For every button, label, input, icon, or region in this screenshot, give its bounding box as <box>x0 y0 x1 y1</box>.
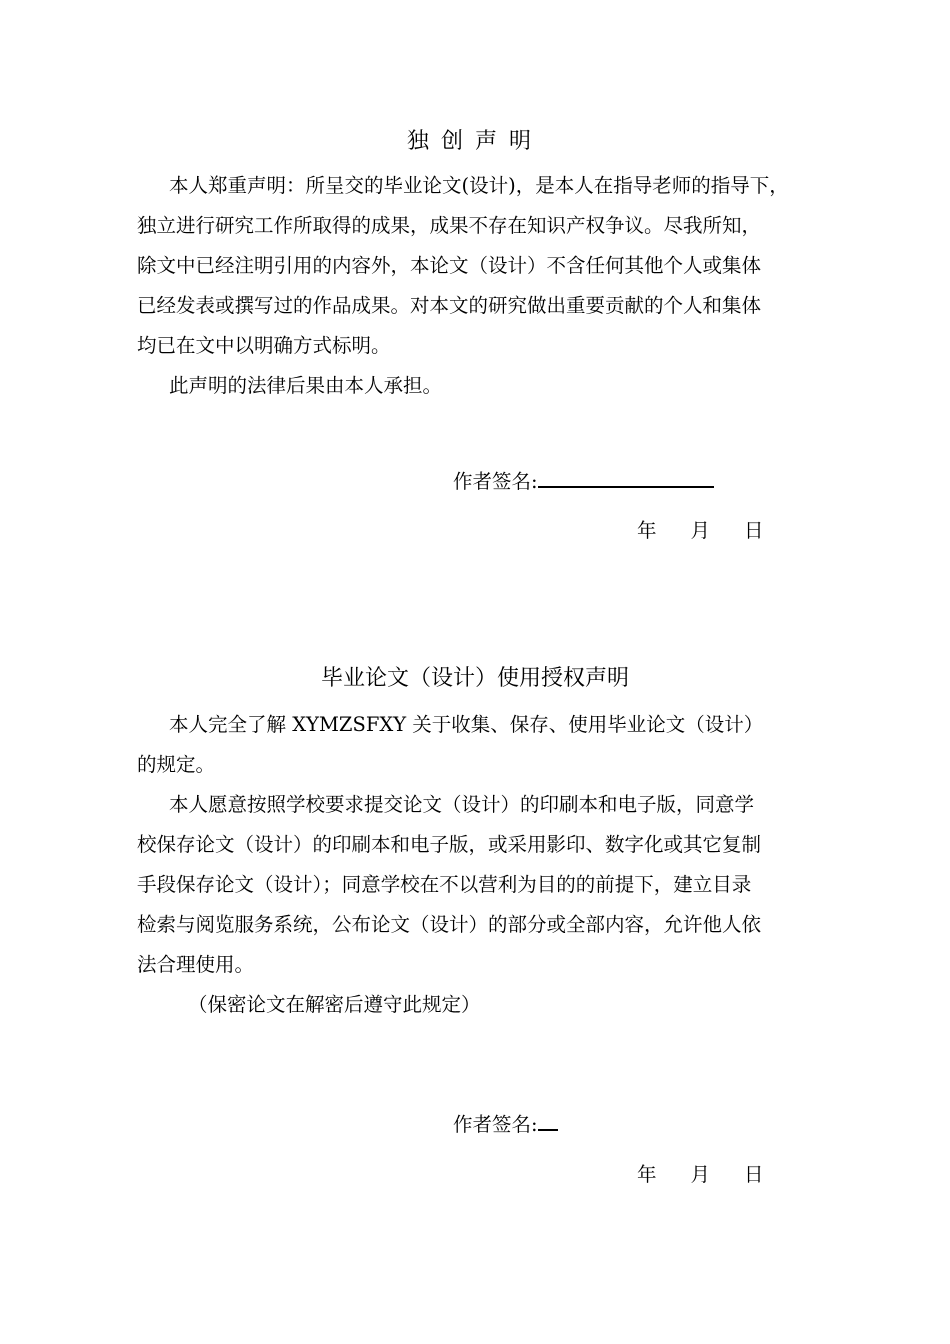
authorization-line-2: 的规定。 <box>137 753 216 776</box>
authorization-signature <box>453 1111 558 1138</box>
declaration-line-3: 除文中已经注明引用的内容外，本论文（设计）不含任何其他个人或集体 <box>137 254 762 277</box>
authorization-date-year: 年 <box>637 1163 657 1186</box>
authorization-signature-field[interactable] <box>538 1111 558 1131</box>
declaration-date-year: 年 <box>637 519 657 542</box>
declaration-line-5: 均已在文中以明确方式标明。 <box>137 334 391 357</box>
declaration-line-2: 独立进行研究工作所取得的成果，成果不存在知识产权争议。尽我所知， <box>137 214 762 237</box>
declaration-signature-field[interactable] <box>538 468 714 488</box>
declaration-signature <box>453 468 714 495</box>
declaration-date-month: 月 <box>690 519 711 542</box>
authorization-line-5: 手段保存论文（设计）；同意学校在不以营利为目的的前提下，建立目录 <box>137 873 752 896</box>
declaration-date <box>637 518 764 544</box>
declaration-line-1: 本人郑重声明：所呈交的毕业论文(设计)，是本人在指导老师的指导下， <box>169 174 789 197</box>
authorization-line-4: 校保存论文（设计）的印刷本和电子版，或采用影印、数字化或其它复制 <box>137 833 762 856</box>
authorization-date-day: 日 <box>744 1163 764 1186</box>
authorization-title: 毕业论文（设计）使用授权声明 <box>320 666 629 691</box>
authorization-line-6: 检索与阅览服务系统，公布论文（设计）的部分或全部内容，允许他人依 <box>137 913 762 936</box>
declaration-signature-label: 作者签名: <box>453 470 538 493</box>
authorization-signature-label: 作者签名: <box>453 1113 538 1136</box>
authorization-note: （保密论文在解密后遵守此规定） <box>188 993 481 1016</box>
authorization-line-3: 本人愿意按照学校要求提交论文（设计）的印刷本和电子版，同意学 <box>169 793 755 816</box>
declaration-date-day: 日 <box>744 519 764 542</box>
declaration-title: 独创声明 <box>406 129 543 154</box>
authorization-date-month: 月 <box>690 1163 711 1186</box>
authorization-line-7: 法合理使用。 <box>137 953 255 976</box>
declaration-line-6: 此声明的法律后果由本人承担。 <box>169 374 443 397</box>
declaration-line-4: 已经发表或撰写过的作品成果。对本文的研究做出重要贡献的个人和集体 <box>137 294 762 317</box>
authorization-date <box>637 1162 764 1188</box>
authorization-line-1: 本人完全了解 XYMZSFXY 关于收集、保存、使用毕业论文（设计） <box>169 713 764 736</box>
